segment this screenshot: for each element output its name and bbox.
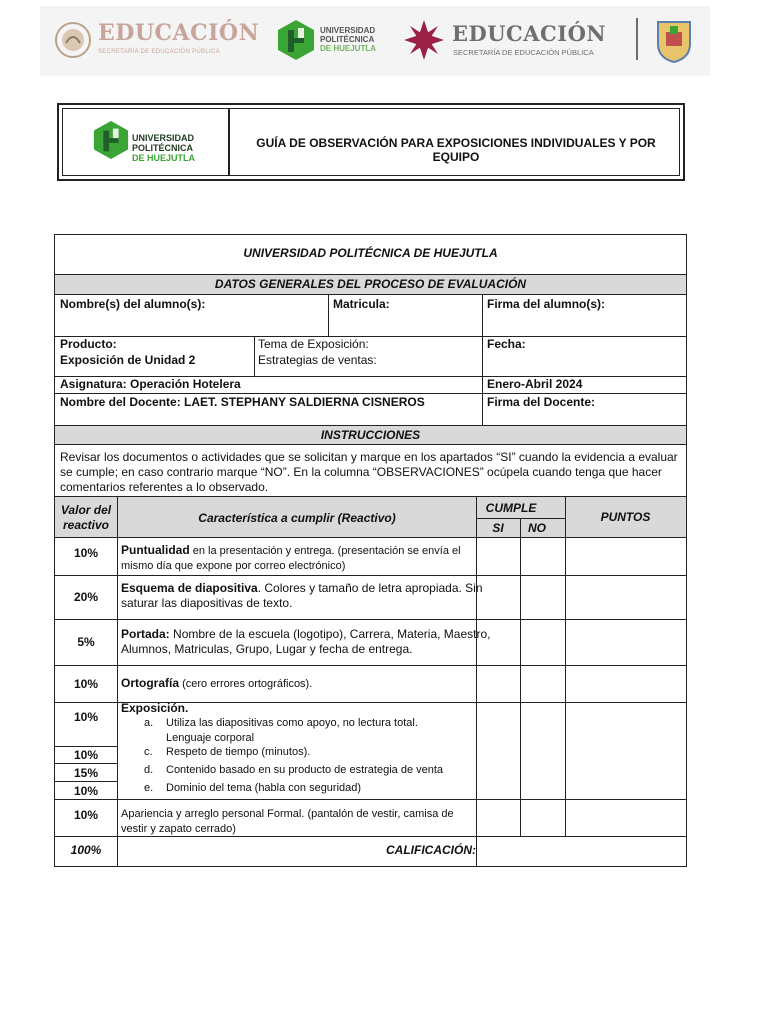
exposition-value-e: 10% [73, 784, 99, 798]
uph-name-l1: UNIVERSIDAD [320, 26, 376, 35]
line [54, 665, 687, 666]
period-label: Enero-Abril 2024 [487, 377, 583, 391]
subject-label: Asignatura: Operación Hotelera [60, 377, 241, 391]
row-1-value: 10% [73, 546, 99, 560]
col-cumple-header: CUMPLE [485, 501, 537, 515]
line [54, 781, 117, 782]
teacher-label: Nombre del Docente: LAET. STEPHANY SALDIERNA CISNEROS [60, 395, 425, 409]
line [54, 444, 687, 445]
product-label: Producto: [60, 337, 117, 351]
row-3-text-l1: Nombre de la escuela (logotipo), Carrera, Materia, Maestro, [169, 627, 491, 641]
appearance-l2: vestir y zapato cerrado) [121, 823, 236, 835]
line [54, 537, 687, 538]
coat-of-arms-icon [54, 21, 92, 59]
row-1-text-l1: en la presentación y entrega. (presentación se envía el [189, 545, 461, 557]
title-logo-l3: DE HUEJUTLA [132, 153, 196, 163]
row-2-text-l1: . Colores y tamaño de letra apropiada. Sin [257, 581, 483, 595]
exposition-title: Exposición. [121, 701, 189, 715]
instructions-line-1: Revisar los documentos o actividades que se solicitan y marque en los apartados “SI” cuando la evidencia a evaluar [60, 450, 678, 464]
sep-subtitle: SECRETARÍA DE EDUCACIÓN PÚBLICA [98, 49, 220, 55]
exposition-d-text: Contenido basado en su producto de estrategia de venta [166, 764, 444, 776]
student-signature-label: Firma del alumno(s): [487, 297, 606, 311]
line [54, 746, 117, 747]
title-logo-l1: UNIVERSIDAD [132, 133, 195, 143]
exposition-a-l1: Utiliza las diapositivas como apoyo, no lectura total. [166, 717, 418, 729]
line [565, 496, 566, 836]
line [54, 799, 687, 800]
exposition-d-letter: d. [144, 764, 154, 776]
uph-name-l2: POLITÉCNICA [320, 35, 375, 44]
product-value: Exposición de Unidad 2 [60, 353, 196, 367]
row-3-text-l2: Alumnos, Matriculas, Grupo, Lugar y fecha de entrega. [121, 642, 413, 656]
col-points-header: PUNTOS [600, 510, 651, 524]
instructions-line-3: comentarios referentes a lo observado. [60, 480, 269, 494]
state-shield-icon [654, 18, 694, 64]
row-4-bold: Ortografía [121, 676, 180, 690]
date-label: Fecha: [487, 337, 526, 351]
col-feature-header: Característica a cumplir (Reactivo) [198, 511, 396, 525]
exposition-value-c: 10% [73, 748, 99, 762]
row-1-text-l2: mismo día que expone por correo electrónico) [121, 560, 346, 572]
line [54, 836, 687, 837]
exposition-c-text: Respeto de tiempo (minutos). [166, 746, 311, 758]
exposition-e-letter: e. [144, 782, 154, 794]
student-name-label: Nombre(s) del alumno(s): [60, 297, 206, 311]
col-value-l1: Valor del [60, 503, 112, 517]
col-value-l2: reactivo [62, 518, 110, 532]
uph-logo-icon [276, 18, 316, 62]
line [54, 274, 687, 275]
line [54, 619, 687, 620]
line [476, 496, 477, 866]
grade-label: CALIFICACIÓN: [386, 843, 476, 857]
row-3-bold: Portada: [121, 627, 170, 641]
general-data-heading: DATOS GENERALES DEL PROCESO DE EVALUACIÓN [214, 277, 527, 291]
col-no-header: NO [528, 521, 546, 535]
exposition-e-text: Dominio del tema (habla con seguridad) [166, 782, 362, 794]
sep-flower-icon [402, 18, 446, 62]
total-value: 100% [70, 843, 102, 857]
row-4-value: 10% [73, 677, 99, 691]
university-heading: UNIVERSIDAD POLITÉCNICA DE HUEJUTLA [243, 246, 498, 260]
exposition-a-letter: a. [144, 717, 154, 729]
instructions-heading: INSTRUCCIONES [320, 428, 421, 442]
line [54, 294, 687, 295]
sep-wordmark-2: EDUCACIÓN [452, 21, 607, 46]
uph-logo-title-icon [92, 118, 130, 162]
logo-divider [636, 18, 638, 60]
col-si-header: SI [492, 521, 504, 535]
line [54, 336, 687, 337]
line [54, 496, 687, 497]
line [54, 575, 687, 576]
instructions-line-2: se cumple; en caso contrario marque “NO”. En la columna “OBSERVACIONES” ocúpela cuando tenga que hacer [60, 465, 662, 479]
header-logos [40, 6, 710, 76]
line [117, 496, 118, 866]
line [482, 294, 483, 425]
appearance-l1: Apariencia y arreglo personal Formal. (pantalón de vestir, camisa de [121, 808, 454, 820]
topic-label: Tema de Exposición: [258, 337, 369, 351]
exposition-c-letter: c. [144, 746, 153, 758]
row-3-text [121, 627, 491, 642]
line [520, 518, 521, 836]
exposition-value-a: 10% [73, 710, 99, 724]
row-2-text-l2: saturar las diapositivas de texto. [121, 596, 293, 610]
row-4-text [121, 676, 312, 691]
row-1-text [121, 543, 461, 558]
teacher-signature-label: Firma del Docente: [487, 395, 596, 409]
line [54, 425, 687, 426]
line [54, 393, 687, 394]
exposition-a-l2: Lenguaje corporal [166, 732, 255, 744]
sep-subtitle-2: SECRETARÍA DE EDUCACIÓN PÚBLICA [453, 48, 594, 57]
row-2-bold: Esquema de diapositiva [121, 581, 258, 595]
appearance-value: 10% [73, 808, 99, 822]
title-logo-l2: POLITÉCNICA [132, 143, 194, 153]
line [254, 336, 255, 376]
matricula-label: Matricula: [333, 297, 390, 311]
row-2-text [121, 581, 483, 596]
exposition-value-d: 15% [73, 766, 99, 780]
sep-wordmark: EDUCACIÓN [98, 20, 260, 46]
document-title: GUÍA DE OBSERVACIÓN PARA EXPOSICIONES INDIVIDUALES Y POR EQUIPO [256, 136, 656, 164]
uph-name-l3: DE HUEJUTLA [320, 44, 377, 53]
row-2-value: 20% [73, 590, 99, 604]
row-4-text-l1: (cero errores ortográficos). [179, 678, 313, 690]
row-1-bold: Puntualidad [121, 543, 190, 557]
row-3-value: 5% [77, 635, 95, 649]
line [54, 763, 117, 764]
line [328, 294, 329, 336]
topic-value: Estrategias de ventas: [258, 353, 377, 367]
